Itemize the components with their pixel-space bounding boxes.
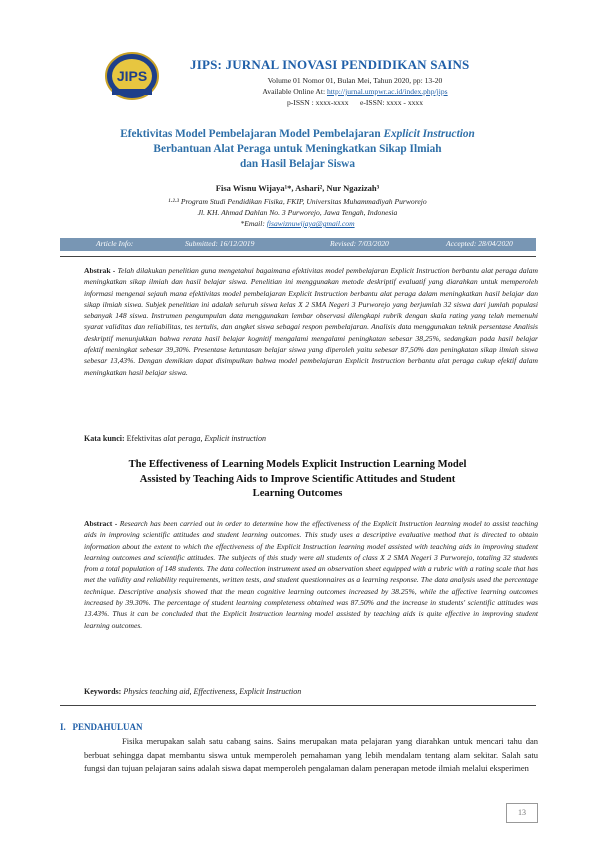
affiliation (60, 196, 535, 229)
title-id-line3: dan Hasil Belajar Siswa (240, 158, 355, 170)
submitted-date: Submitted: 16/12/2019 (185, 239, 255, 248)
keywords: Keywords: Physics teaching aid, Effectiveness, Explicit Instruction (84, 687, 302, 696)
title-en-line3: Learning Outcomes (252, 488, 343, 499)
kata-kunci: Kata kunci: Efektivitas alat peraga, Explicit instruction (84, 434, 266, 443)
journal-url-link[interactable]: http://jurnal.umpwr.ac.id/index.php/jips (326, 87, 448, 96)
title-en-line1: The Effectiveness of Learning Models Explicit Instruction Learning Model (128, 459, 467, 470)
abstract-en-paragraph (84, 518, 538, 631)
revised-date: Revised: 7/03/2020 (330, 239, 389, 248)
article-info-bar (60, 238, 536, 251)
body-paragraph: Fisika merupakan salah satu cabang sains. Sains merupakan mata pelajaran yang diarahkan untuk mencari tahu dan berbuat sehingga dapat membantu siswa untuk memperoleh pemahaman yang lebih mendalam tentang alam sekitar. Salah satu fungsi dan tujuan pelajaran sains adalah siswa dapat memperoleh pengalaman dalam penerapan metode ilmiah melalui eksperimen (84, 736, 538, 773)
journal-logo (104, 51, 160, 101)
volume-line: Volume 01 Nomor 01, Bulan Mei, Tahun 2020, pp: 13-20 (267, 76, 443, 85)
issn-line: p-ISSN : xxxx-xxxx e-ISSN: xxxx - xxxx (286, 98, 424, 107)
paper-title-en (100, 458, 495, 502)
article-info-label: Article Info: (96, 239, 134, 248)
title-en-line2: Assisted by Teaching Aids to Improve Scientific Attitudes and Student (139, 473, 456, 485)
online-prefix: Available Online At: (262, 87, 327, 96)
affiliation-line2: Jl. KH. Ahmad Dahlan No. 3 Purworejo, Jawa Tengah, Indonesia (197, 208, 398, 217)
abstrak-paragraph (84, 265, 538, 378)
email-line: *Email: fisawiznuwijaya@gmail.com (240, 219, 355, 228)
abstrak-label: Abstrak - (84, 266, 118, 275)
logo-text: JIPS (116, 68, 148, 84)
page-number: 13 (506, 803, 538, 823)
section-heading: I. PENDAHULUAN (60, 722, 143, 732)
affiliation-line1: ¹·²·³ Program Studi Pendidikan Fisika, FKIP, Universitas Muhammadiyah Purworejo (168, 197, 427, 206)
divider (60, 256, 536, 257)
title-id-line1: Efektivitas Model Pembelajaran Model Pembelajaran Explicit Instruction (120, 128, 475, 140)
abstract-en-text: Research has been carried out in order to determine how the effectiveness of the Explicit Instruction learning model to assist teaching aids in improving scientific attitudes and student learning outcomes. This study uses a descriptive evaluative method that is directed to obtain information about the extent to which the effectiveness of the Explicit Instruction learning model assisted with teaching aids in improving student learning outcomes and scientific attitudes. The subjects of this study were all students of class X 2 SMA Negeri 3 Purworejo, totaling 32 students from a total population of 148 students. The data collection instrument used an observation sheet equipped with a rubric with a rating scale that has met the validity and reliability requirements, written tests, and student questionnaires as a learning response. The data analysis used the percentage technique. Descriptive analysis showed that the mean cognitive learning outcomes increased by 38.25%, while the affective learning outcomes increased by 39.30%. The percentage of student learning completeness obtained was 87.50% and the increase in students' scientific attitudes was 13.43%. Thus it can be concluded that the Explicit Instruction learning model assisted by teaching aids is quite effective in improving student learning outcomes. (84, 519, 538, 630)
online-line (190, 87, 520, 96)
journal-title: JIPS: JURNAL INOVASI PENDIDIKAN SAINS (190, 57, 470, 72)
divider-2 (60, 705, 536, 706)
abstrak-text: Telah dilakukan penelitian guna mengetahui bagaimana efektivitas model pembelajaran Explicit Instruction berbantu alat peraga dalam meningkatkan sikap ilmiah dan hasil belajar siswa. Penelitian ini menggunakan metode deskriptif evaluatif yang diarahkan untuk memperoleh informasi mengenai sejauh mana efektivitas model pembelajaran Explicit Instruction berbantu alat peraga dalam meningkatkan hasil belajar dan sikap ilmiah siswa. Subjek penelitian ini adalah seluruh siswa kelas X 2 SMA Negeri 3 Purworejo yang berjumlah 32 siswa dari jumlah populasi sebanyak 148 siswa. Instrumen pengumpulan data menggunakan lembar observasi dilengkapi rubrik dengan skala rating yang telah memenuhi syarat validitas dan reliabilitas, tes tertulis, dan angket siswa sebagai respon pembelajaran. Analisis data menggunakan teknik persentase Analisis deskriptif menunjukkan bahwa rerata hasil belajar kognitif mengalami mengalami peningkatan sebesar 38,25%, sedangkan pada hasil belajar afektif meningkat sebesar 39,30%. Presentase ketuntasan belajar siswa yang diperoleh yaitu sebesar 87,50% dan peningkatan sikap ilmiah siswa sebesar 13,43%. Dengan demikian dapat disimpulkan bahwa model pembelajaran Explicit Instruction berbantu alat peraga cukup efektif dalam meningkatkan hasil belajar siswa. (84, 266, 538, 377)
authors: Fisa Wisnu Wijaya¹*, Ashari², Nur Ngazizah³ (215, 183, 380, 193)
abstract-en-label: Abstract - (84, 519, 120, 528)
paper-title-id (60, 127, 535, 172)
title-id-line2: Berbantuan Alat Peraga untuk Meningkatkan Sikap Ilmiah (153, 143, 442, 155)
accepted-date: Accepted: 28/04/2020 (446, 239, 513, 248)
email-link[interactable]: fisawiznuwijaya@gmail.com (266, 219, 355, 228)
